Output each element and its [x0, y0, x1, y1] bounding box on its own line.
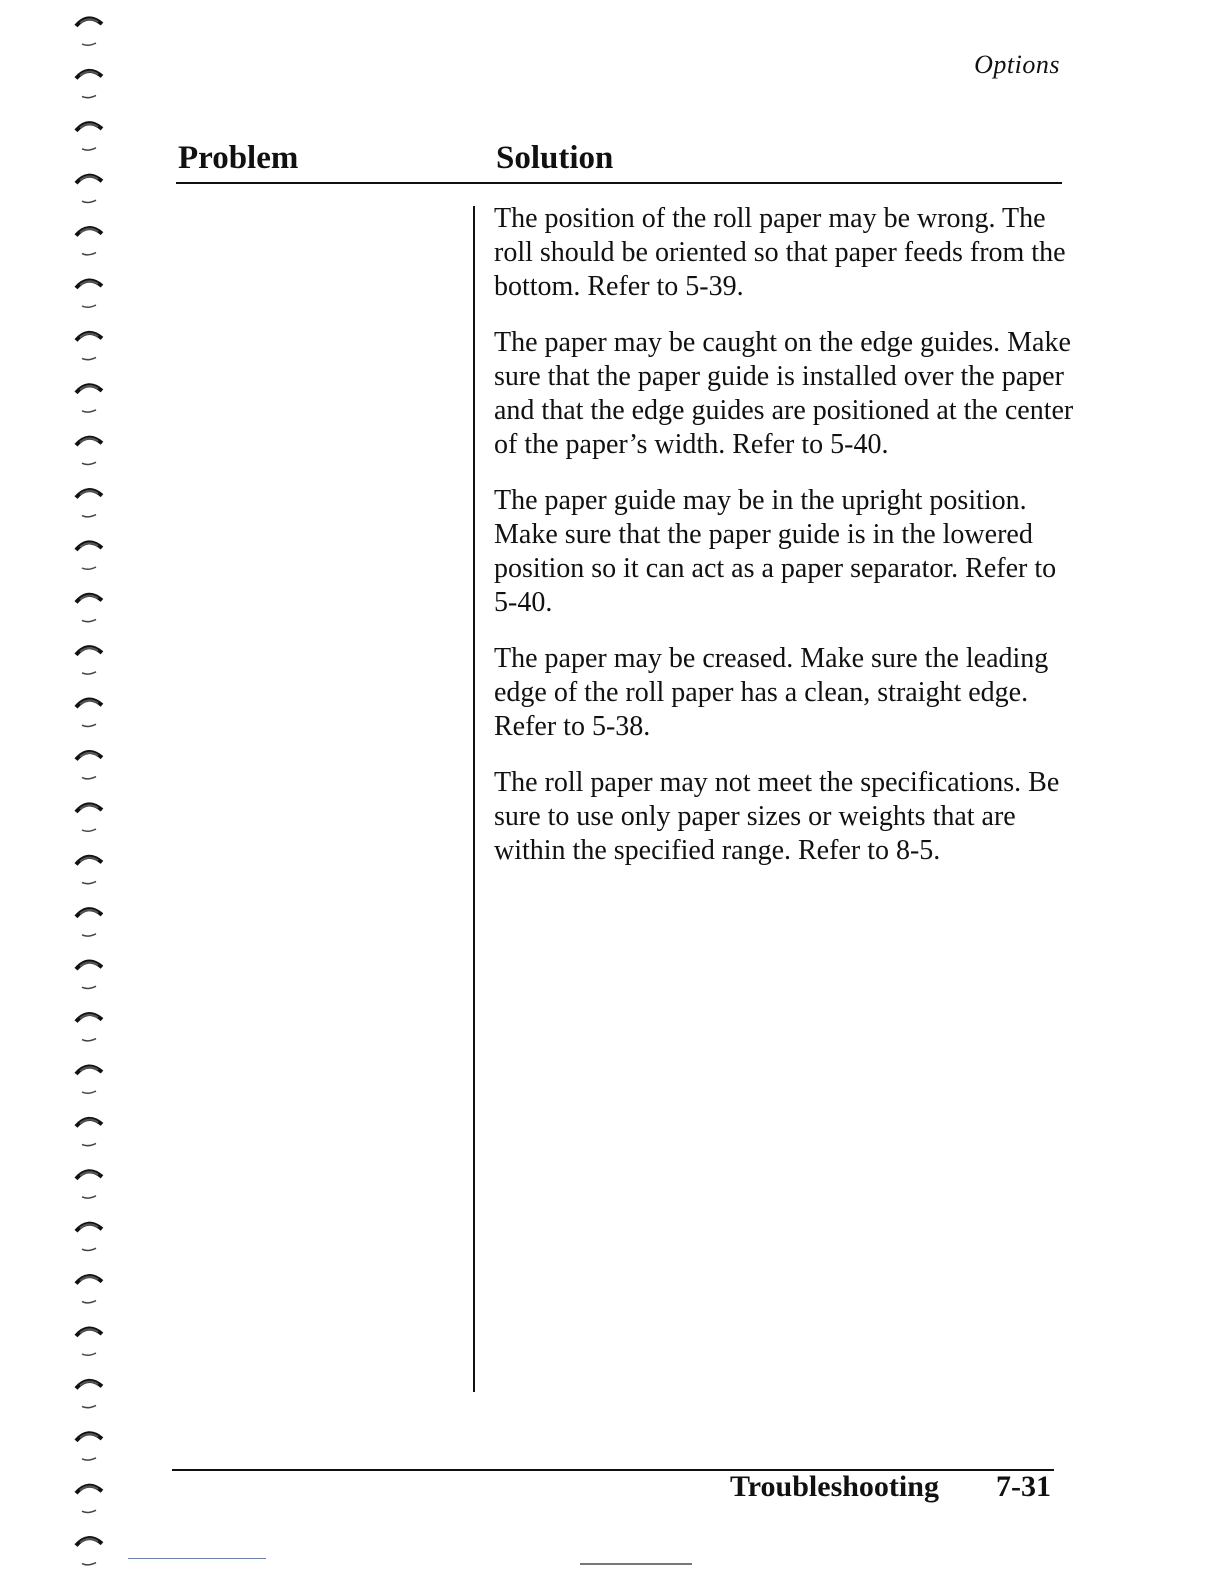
spiral-loop-icon: [76, 1381, 102, 1408]
spiral-loop-icon: [76, 280, 102, 307]
spiral-loop-icon: [76, 752, 102, 779]
spiral-loop-icon: [76, 595, 102, 622]
spiral-loop-icon: [76, 490, 102, 517]
spiral-loop-icon: [76, 804, 102, 831]
spiral-loop-icon: [76, 962, 102, 989]
spiral-loop-icon: [76, 1171, 102, 1198]
scan-edge-mark: [580, 1563, 692, 1565]
running-head: Options: [974, 50, 1060, 79]
spiral-loop-icon: [76, 1066, 102, 1093]
spiral-loop-icon: [76, 18, 102, 45]
spiral-loop-icon: [76, 438, 102, 465]
page-number: 7-31: [996, 1470, 1051, 1503]
spiral-loop-icon: [76, 71, 102, 98]
spiral-loop-icon: [76, 228, 102, 255]
spiral-loop-icon: [76, 385, 102, 412]
spiral-loop-icon: [76, 333, 102, 360]
solution-paragraph: The roll paper may not meet the specifications. Be sure to use only paper sizes or weights that are within the specified range. Refer to 8-5.: [494, 767, 1060, 866]
spiral-loop-icon: [76, 1014, 102, 1041]
spiral-loop-icon: [76, 909, 102, 936]
column-divider: [473, 206, 475, 1392]
spiral-loop-icon: [76, 123, 102, 150]
spiral-loop-icon: [76, 1538, 102, 1565]
spiral-loop-icon: [76, 1328, 102, 1355]
solution-paragraph: The position of the roll paper may be wrong. The roll should be oriented so that paper feeds from the bottom. Refer to 5-39.: [494, 203, 1066, 302]
spiral-loop-icon: [76, 857, 102, 884]
spiral-binding-icon: [68, 0, 118, 1584]
spiral-loop-icon: [76, 700, 102, 727]
problem-column-heading: Problem: [178, 140, 299, 176]
spiral-loop-icon: [76, 1119, 102, 1146]
solution-paragraph: The paper may be caught on the edge guides. Make sure that the paper guide is installed over the paper and that the edge guides are positioned at the center of the paper’s width. Refer to 5-40.: [494, 327, 1074, 460]
solution-column-heading: Solution: [496, 140, 614, 176]
spiral-loop-icon: [76, 647, 102, 674]
scan-edge-mark: [128, 1558, 266, 1559]
spiral-loop-icon: [76, 176, 102, 203]
spiral-loop-icon: [76, 1276, 102, 1303]
spiral-loop-icon: [76, 1486, 102, 1513]
solution-paragraph: The paper guide may be in the upright position. Make sure that the paper guide is in the lowered position so it can act as a paper separator. Refer to 5-40.: [494, 485, 1057, 618]
spiral-loop-icon: [76, 1433, 102, 1460]
solution-list: [494, 202, 1074, 890]
footer-section-title: Troubleshooting: [730, 1470, 939, 1503]
header-rule: [176, 182, 1062, 184]
solution-paragraph: The paper may be creased. Make sure the leading edge of the roll paper has a clean, straight edge. Refer to 5-38.: [494, 643, 1049, 742]
spiral-loop-icon: [76, 1224, 102, 1251]
spiral-loop-icon: [76, 542, 102, 569]
